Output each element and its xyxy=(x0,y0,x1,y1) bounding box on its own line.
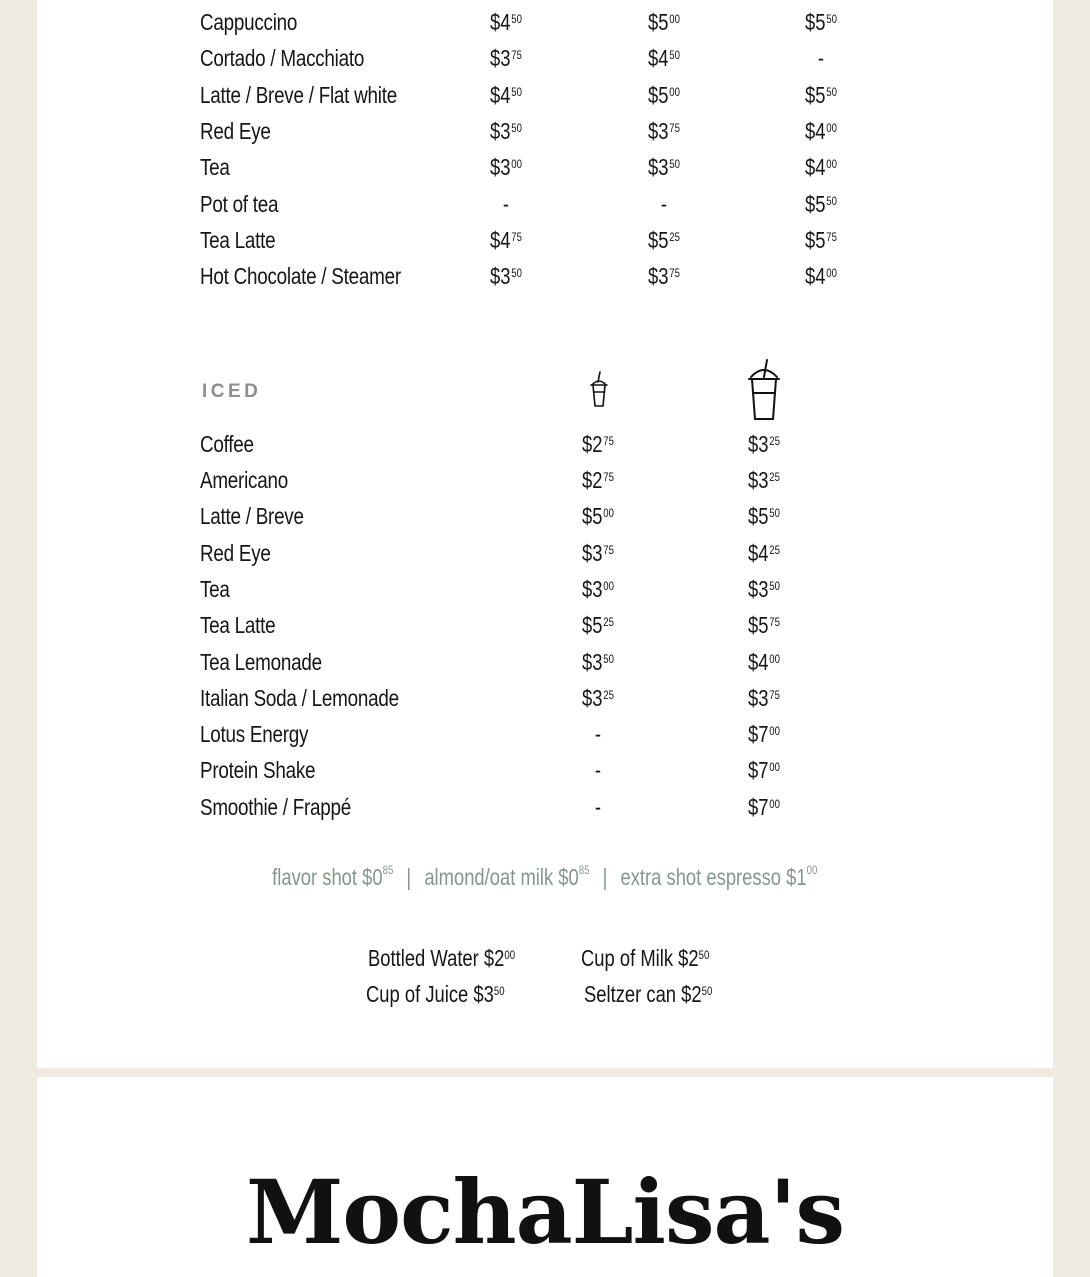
price-large: $\$7^{00}$ xyxy=(748,794,780,820)
item-name: Lotus Energy xyxy=(200,721,309,747)
price-large: $\$3^{75}$ xyxy=(748,685,780,711)
price-medium: $\$5^{00}$ xyxy=(648,9,680,35)
price-small: $\$3^{50}$ xyxy=(490,263,522,289)
price-small: - xyxy=(594,757,601,783)
price-medium: $\$3^{75}$ xyxy=(648,118,680,144)
price-large: $\$5^{75}$ xyxy=(748,612,780,638)
item-name: Pot of tea xyxy=(200,191,279,217)
price-large: $\$5^{50}$ xyxy=(805,82,837,108)
item-name: Cortado / Macchiato xyxy=(200,45,365,71)
addon-extra-shot: extra shot espresso $\$1^{00}$ xyxy=(620,863,818,890)
item-name: Tea xyxy=(200,154,230,180)
price-small: - xyxy=(594,721,601,747)
extra-cup-of-juice: Cup of Juice $\$3^{50}$ xyxy=(366,981,505,1007)
item-name: Tea Latte xyxy=(200,612,276,638)
extra-bottled-water: Bottled Water $\$2^{00}$ xyxy=(368,945,516,971)
price-large: $\$3^{50}$ xyxy=(748,576,780,602)
addons-line xyxy=(0,864,1090,891)
item-name: Coffee xyxy=(200,431,254,457)
price-large: $\$5^{50}$ xyxy=(805,191,837,217)
price-large: $\$7^{00}$ xyxy=(748,721,780,747)
large-iced-cup-icon xyxy=(746,357,782,421)
extra-seltzer-can: Seltzer can $\$2^{50}$ xyxy=(584,981,713,1007)
item-name: Italian Soda / Lemonade xyxy=(200,685,399,711)
price-large: $\$4^{00}$ xyxy=(748,649,780,675)
brand-logo: MochaLisa's xyxy=(245,1160,845,1264)
price-large: $\$3^{25}$ xyxy=(748,467,780,493)
price-medium: $\$3^{75}$ xyxy=(648,263,680,289)
price-small: - xyxy=(502,191,509,217)
price-small: $\$4^{75}$ xyxy=(490,227,522,253)
price-small: $\$3^{75}$ xyxy=(582,540,614,566)
addon-separator: | xyxy=(406,864,412,890)
price-large: $\$4^{00}$ xyxy=(805,263,837,289)
price-large: $\$4^{00}$ xyxy=(805,154,837,180)
price-medium: $\$4^{50}$ xyxy=(648,45,680,71)
item-name: Red Eye xyxy=(200,540,271,566)
price-small: $\$3^{50}$ xyxy=(582,649,614,675)
extra-cup-of-milk: Cup of Milk $\$2^{50}$ xyxy=(581,945,710,971)
price-small: $\$2^{75}$ xyxy=(582,467,614,493)
price-small: $\$3^{25}$ xyxy=(582,685,614,711)
item-name: Latte / Breve / Flat white xyxy=(200,82,397,108)
price-small: $\$3^{50}$ xyxy=(490,118,522,144)
price-small: $\$5^{00}$ xyxy=(582,503,614,529)
price-large: $\$5^{75}$ xyxy=(805,227,837,253)
item-name: Tea Lemonade xyxy=(200,649,322,675)
iced-heading: ICED xyxy=(202,381,262,402)
price-small: $\$3^{00}$ xyxy=(582,576,614,602)
price-small: $\$3^{00}$ xyxy=(490,154,522,180)
item-name: Hot Chocolate / Steamer xyxy=(200,263,401,289)
price-large: $\$5^{50}$ xyxy=(805,9,837,35)
item-name: Cappuccino xyxy=(200,9,298,35)
addon-flavor-shot: flavor shot $\$0^{85}$ xyxy=(272,863,394,890)
price-small: $\$3^{75}$ xyxy=(490,45,522,71)
price-large: $\$4^{25}$ xyxy=(748,540,780,566)
price-large: $\$4^{00}$ xyxy=(805,118,837,144)
item-name: Latte / Breve xyxy=(200,503,304,529)
price-small: $\$2^{75}$ xyxy=(582,431,614,457)
addon-alt-milk: almond/oat milk $\$0^{85}$ xyxy=(424,863,590,890)
item-name: Americano xyxy=(200,467,288,493)
small-iced-cup-icon xyxy=(587,370,611,410)
item-name: Tea Latte xyxy=(200,227,276,253)
item-name: Red Eye xyxy=(200,118,271,144)
item-name: Tea xyxy=(200,576,230,602)
price-medium: $\$5^{00}$ xyxy=(648,82,680,108)
price-large: $\$3^{25}$ xyxy=(748,431,780,457)
addon-separator: | xyxy=(602,864,608,890)
price-small: $\$4^{50}$ xyxy=(490,9,522,35)
price-medium: $\$5^{25}$ xyxy=(648,227,680,253)
price-medium: - xyxy=(660,191,667,217)
price-large: $\$5^{50}$ xyxy=(748,503,780,529)
price-small: - xyxy=(594,794,601,820)
price-large: - xyxy=(817,45,824,71)
price-medium: $\$3^{50}$ xyxy=(648,154,680,180)
price-small: $\$5^{25}$ xyxy=(582,612,614,638)
item-name: Protein Shake xyxy=(200,757,316,783)
price-large: $\$7^{00}$ xyxy=(748,757,780,783)
price-small: $\$4^{50}$ xyxy=(490,82,522,108)
item-name: Smoothie / Frappé xyxy=(200,794,351,820)
